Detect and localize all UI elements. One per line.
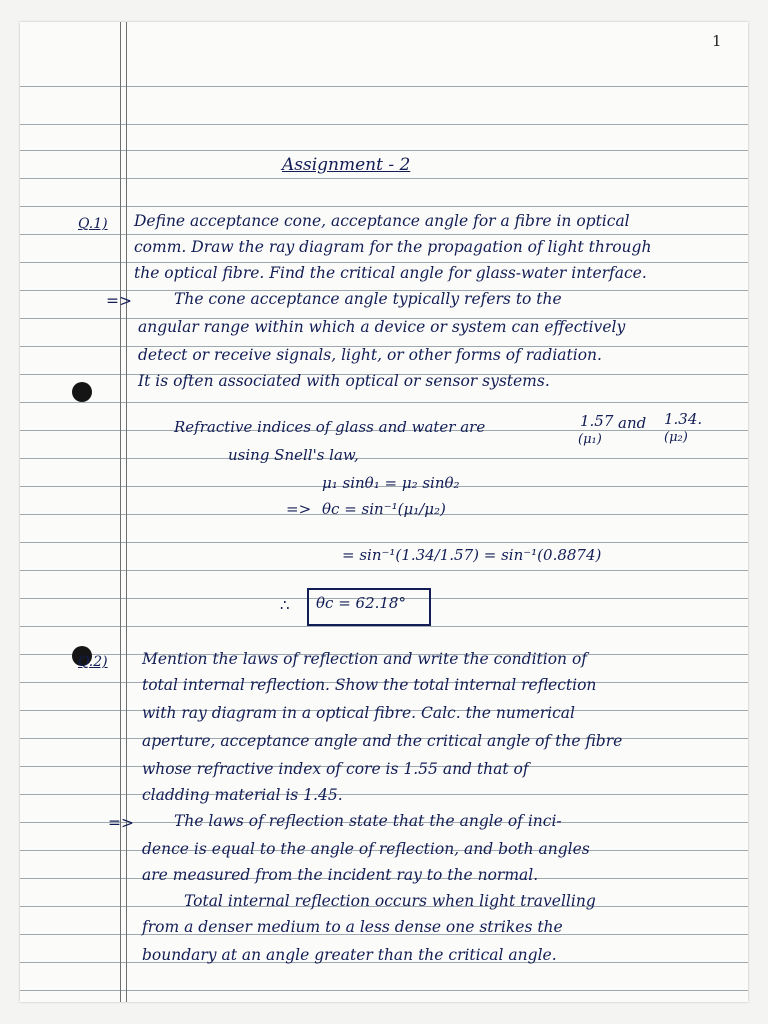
q2-answer-line: from a denser medium to a less dense one strikes the <box>142 918 563 936</box>
margin-line <box>120 22 121 1002</box>
answer-marker: => <box>108 814 134 832</box>
ruled-line <box>20 86 748 87</box>
q1-answer-line: It is often associated with optical or sensor systems. <box>138 372 550 390</box>
answer-marker: => <box>106 292 132 310</box>
ruled-line <box>20 206 748 207</box>
result-value: θc = 62.18° <box>316 594 406 612</box>
question-label-q2: Q.2) <box>78 654 108 670</box>
critical-angle-formula: θc = sin⁻¹(μ₁/μ₂) <box>322 500 446 518</box>
q1-answer-line: angular range within which a device or system can effectively <box>138 318 626 336</box>
q2-question-line: cladding material is 1.45. <box>142 786 343 804</box>
ruled-line <box>20 124 748 125</box>
calc-line: using Snell's law, <box>228 446 359 464</box>
q2-answer-line: are measured from the incident ray to the normal. <box>142 866 539 884</box>
ruled-line <box>20 178 748 179</box>
ruled-line <box>20 990 748 991</box>
q2-answer-line: The laws of reflection state that the angle of inci- <box>174 812 562 830</box>
therefore-symbol: ∴ <box>280 596 290 614</box>
q1-question-line: comm. Draw the ray diagram for the propagation of light through <box>134 238 652 256</box>
q2-question-line: with ray diagram in a optical fibre. Calc. the numerical <box>142 704 575 722</box>
substitution-line: = sin⁻¹(1.34/1.57) = sin⁻¹(0.8874) <box>342 546 602 564</box>
calc-subscript-n2: (μ₂) <box>664 430 688 445</box>
q2-answer-line: dence is equal to the angle of reflection, and both angles <box>142 840 590 858</box>
ruled-line <box>20 402 748 403</box>
q1-question-line: the optical fibre. Find the critical angle for glass-water interface. <box>134 264 647 282</box>
ruled-line <box>20 626 748 627</box>
calc-line: Refractive indices of glass and water are <box>174 418 486 436</box>
q1-question-line: Define acceptance cone, acceptance angle for a fibre in optical <box>134 212 630 230</box>
snell-equation: μ₁ sinθ₁ = μ₂ sinθ₂ <box>322 474 460 492</box>
ruled-line <box>20 542 748 543</box>
margin-line <box>126 22 127 1002</box>
calc-value-n1: 1.57 <box>580 412 614 430</box>
q2-answer-line: boundary at an angle greater than the critical angle. <box>142 946 557 964</box>
punch-hole <box>72 382 92 402</box>
q1-answer-line: The cone acceptance angle typically refers to the <box>174 290 562 308</box>
page-number: 1 <box>712 32 722 50</box>
calc-value-n2: 1.34. <box>664 410 703 428</box>
q1-answer-line: detect or receive signals, light, or other forms of radiation. <box>138 346 602 364</box>
implies-marker: => <box>286 500 312 518</box>
ruled-line <box>20 234 748 235</box>
question-label-q1: Q.1) <box>78 216 108 232</box>
calc-subscript-n1: (μ₁) <box>578 432 602 447</box>
ruled-line <box>20 570 748 571</box>
q2-answer-line: Total internal reflection occurs when light travelling <box>184 892 596 910</box>
q2-question-line: total internal reflection. Show the total internal reflection <box>142 676 597 694</box>
q2-question-line: aperture, acceptance angle and the critical angle of the fibre <box>142 732 623 750</box>
ruled-line <box>20 150 748 151</box>
page-title: Assignment - 2 <box>282 155 411 175</box>
notebook-page <box>20 22 748 1002</box>
q2-question-line: whose refractive index of core is 1.55 and that of <box>142 760 529 778</box>
ruled-line <box>20 794 748 795</box>
ruled-line <box>20 262 748 263</box>
q2-question-line: Mention the laws of reflection and write the condition of <box>142 650 588 668</box>
ruled-line <box>20 458 748 459</box>
calc-and: and <box>618 414 647 432</box>
